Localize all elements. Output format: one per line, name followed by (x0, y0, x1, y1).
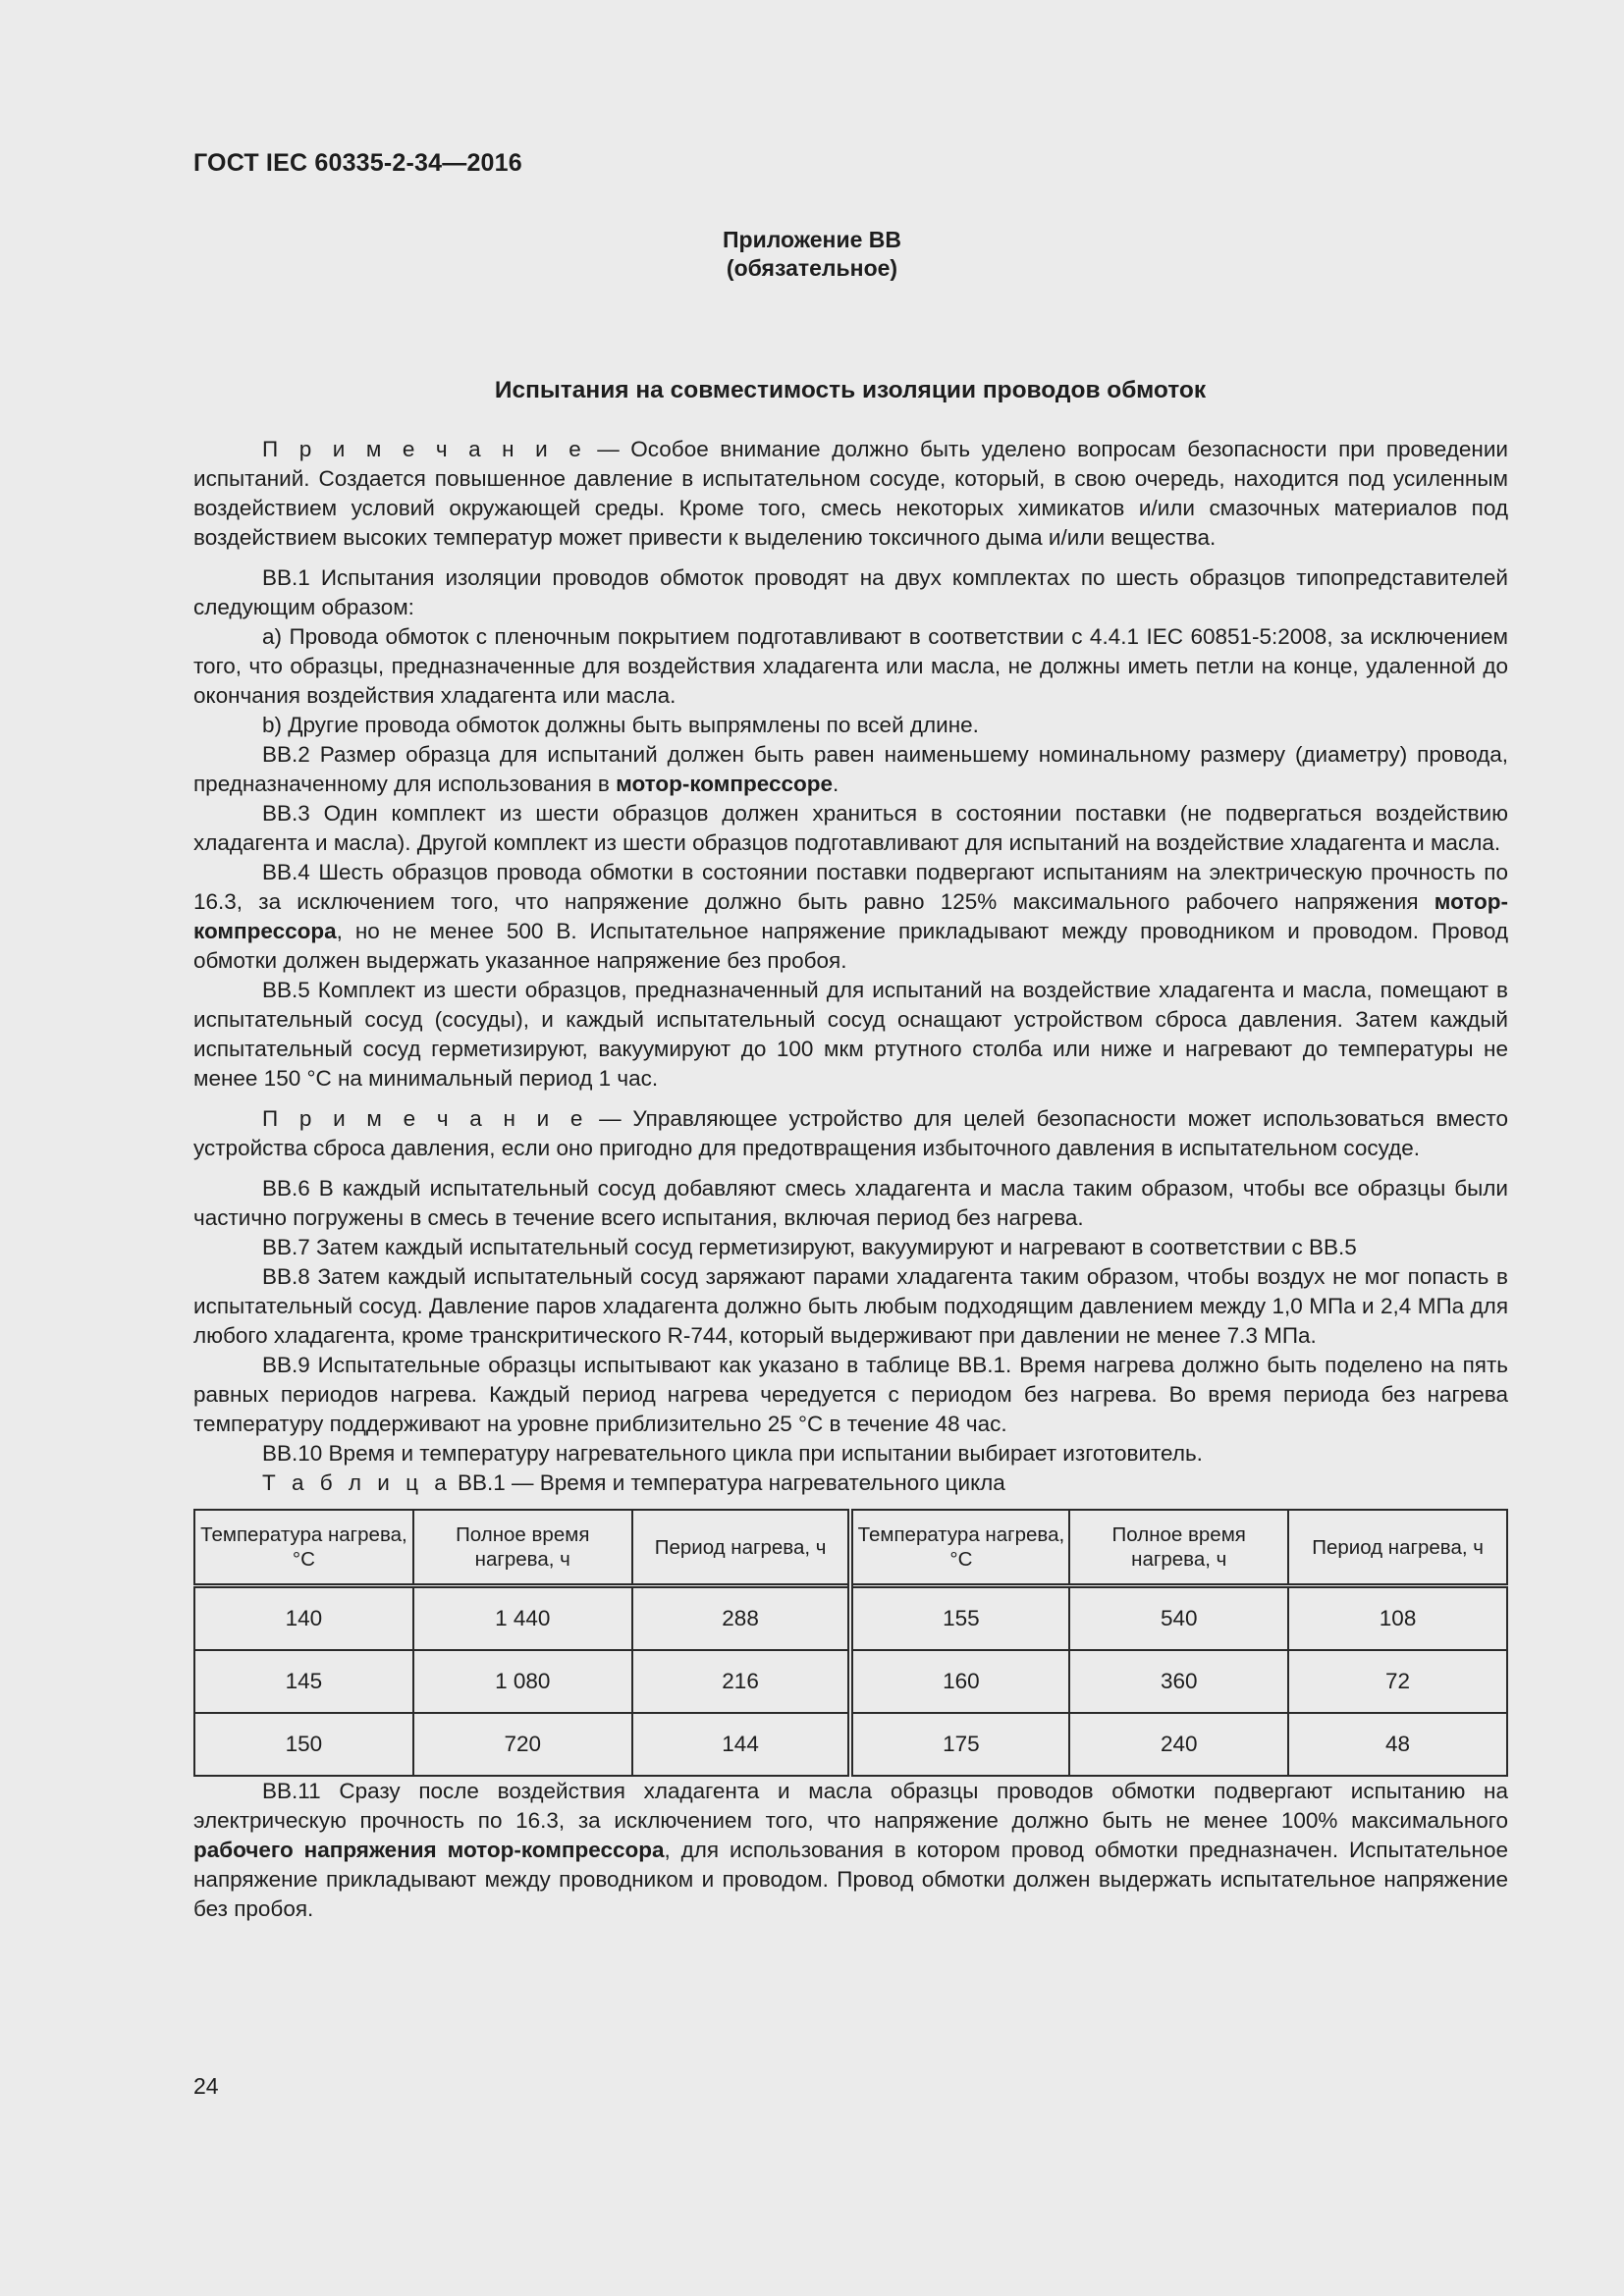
table-header-row (194, 1510, 1507, 1586)
clause-bb3: ВВ.3 Один комплект из шести образцов должен храниться в состоянии поставки (не подвергаться воздействию хладагента и масла). Другой комплект из шести образцов подготавливают для испытаний на воздействие хладагента и масла. (193, 801, 1508, 855)
clause-bb11-term: рабочего напряжения мотор-компрессора (193, 1838, 665, 1862)
clause-bb4-text: ВВ.4 Шесть образцов провода обмотки в состоянии поставки подвергают испытаниям на электрическую прочность по 16.3, за исключением того, что напряжение должно быть равно 125% максимального рабочего напряжения (193, 860, 1508, 914)
table-cell: 108 (1288, 1586, 1507, 1651)
annex-name: Приложение ВВ (722, 227, 901, 252)
table-row (194, 1650, 1507, 1713)
annex-type: (обязательное) (726, 255, 898, 281)
clause-bb1: ВВ.1 Испытания изоляции проводов обмоток проводят на двух комплектах по шесть образцов типопредставителей следующим образом: (193, 565, 1508, 619)
table-row (194, 1586, 1507, 1651)
page-number: 24 (193, 2073, 219, 2099)
note-2-text: — Управляющее устройство для целей безопасности может использоваться вместо устройства сброса давления, если оно пригодно для предотвращения избыточного давления в испытательном сосуде. (193, 1106, 1508, 1160)
table-cell: 175 (850, 1713, 1069, 1776)
section-title: Испытания на совместимость изоляции проводов обмоток (494, 377, 1207, 403)
clause-bb1-a: a) Провода обмоток с пленочным покрытием подготавливают в соответствии с 4.4.1 IEC 60851-5:2008, за исключением того, что образцы, предназначенные для воздействия хладагента или масла, не должны иметь петли на конце, удаленной до окончания воздействия хладагента или масла. (193, 624, 1508, 708)
clause-bb10: ВВ.10 Время и температуру нагревательного цикла при испытании выбирает изготовитель. (262, 1441, 1203, 1466)
table-header-cell: Период нагрева, ч (632, 1510, 851, 1586)
clause-bb5: ВВ.5 Комплект из шести образцов, предназначенный для испытаний на воздействие хладагента и масла, помещают в испытательный сосуд (сосуды), и каждый испытательный сосуд оснащают устройством сброса давления. Затем каждый испытательный сосуд герметизируют, вакуумируют до 100 мкм ртутного столба или ниже и нагревают до температуры не менее 150 °С на минимальный период 1 час. (193, 978, 1508, 1091)
clause-bb4-term: мотор-компрессора (193, 889, 1508, 943)
clause-bb2-end: . (832, 772, 839, 796)
table-cell: 360 (1069, 1650, 1288, 1713)
table-cell: 155 (850, 1586, 1069, 1651)
table-cell: 1 440 (413, 1586, 632, 1651)
clause-bb7: ВВ.7 Затем каждый испытательный сосуд герметизируют, вакуумируют и нагревают в соответствии с ВВ.5 (262, 1235, 1357, 1259)
clause-bb2-text: ВВ.2 Размер образца для испытаний должен быть равен наименьшему номинальному размеру (диаметру) провода, предназначенному для использования в (193, 742, 1508, 796)
clause-bb2 (193, 740, 1508, 799)
heating-cycle-table (193, 1509, 1508, 1777)
clause-bb11-end: , для использования в котором провод обмотки предназначен. Испытательное напряжение прикладывают между проводником и проводом. Провод обмотки должен выдержать испытательное напряжение без пробоя. (193, 1838, 1508, 1921)
table-cell: 150 (194, 1713, 413, 1776)
table-cell: 720 (413, 1713, 632, 1776)
table-caption-text: ВВ.1 — Время и температура нагревательного цикла (451, 1470, 1005, 1495)
note-1 (193, 435, 1508, 553)
clause-bb2-term: мотор-компрессоре (616, 772, 833, 796)
table-cell: 72 (1288, 1650, 1507, 1713)
clause-bb8: ВВ.8 Затем каждый испытательный сосуд заряжают парами хладагента таким образом, чтобы воздух не мог попасть в испытательный сосуд. Давление паров хладагента должно быть любым подходящим давлением между 1,0 МПа и 2,4 МПа для любого хладагента, кроме транскритического R-744, который выдерживают при давлении не менее 7.3 МПа. (193, 1264, 1508, 1348)
table-row (194, 1713, 1507, 1776)
standard-header: ГОСТ IEC 60335-2-34—2016 (193, 149, 522, 177)
table-header-cell: Температура нагрева, °С (850, 1510, 1069, 1586)
clause-bb11 (193, 1777, 1508, 1924)
table-cell: 140 (194, 1586, 413, 1651)
table-cell: 540 (1069, 1586, 1288, 1651)
table-cell: 288 (632, 1586, 851, 1651)
clause-bb4 (193, 858, 1508, 976)
table-cell: 1 080 (413, 1650, 632, 1713)
note-1-label: П р и м е ч а н и е (262, 437, 586, 461)
table-caption-label: Т а б л и ц а (262, 1470, 452, 1495)
clause-bb9: ВВ.9 Испытательные образцы испытывают как указано в таблице ВВ.1. Время нагрева должно быть поделено на пять равных периодов нагрева. Каждый период нагрева чередуется с периодом без нагрева. Во время периода без нагрева температуру поддерживают на уровне приблизительно 25 °С в течение 48 час. (193, 1353, 1508, 1436)
table-caption (193, 1468, 1508, 1498)
document-body (193, 435, 1508, 1924)
table-header-cell: Полное время нагрева, ч (413, 1510, 632, 1586)
table-header-cell: Полное время нагрева, ч (1069, 1510, 1288, 1586)
table-cell: 145 (194, 1650, 413, 1713)
note-2-label: П р и м е ч а н и е (262, 1106, 588, 1131)
clause-bb11-text: ВВ.11 Сразу после воздействия хладагента и масла образцы проводов обмотки подвергают испытанию на электрическую прочность по 16.3, за исключением того, что напряжение должно быть не менее 100% максимального (193, 1779, 1508, 1833)
note-2 (193, 1104, 1508, 1163)
annex-heading (0, 226, 1624, 283)
table-header-cell: Период нагрева, ч (1288, 1510, 1507, 1586)
table-cell: 240 (1069, 1713, 1288, 1776)
note-1-text: — Особое внимание должно быть уделено вопросам безопасности при проведении испытаний. Создается повышенное давление в испытательном сосуде, который, в свою очередь, находится под усиленным воздействием условий окружающей среды. Кроме того, смесь некоторых химикатов и/или смазочных материалов под воздействием высоких температур может привести к выделению токсичного дыма и/или вещества. (193, 437, 1508, 550)
clause-bb4-end: , но не менее 500 В. Испытательное напряжение прикладывают между проводником и проводом. Провод обмотки должен выдержать указанное напряжение без пробоя. (193, 919, 1508, 973)
clause-bb1-b: b) Другие провода обмоток должны быть выпрямлены по всей длине. (262, 713, 979, 737)
table-header-cell: Температура нагрева, °С (194, 1510, 413, 1586)
table-cell: 144 (632, 1713, 851, 1776)
table-cell: 216 (632, 1650, 851, 1713)
clause-bb6: ВВ.6 В каждый испытательный сосуд добавляют смесь хладагента и масла таким образом, чтобы все образцы были частично погружены в смесь в течение всего испытания, включая период без нагрева. (193, 1176, 1508, 1230)
table-cell: 160 (850, 1650, 1069, 1713)
table-cell: 48 (1288, 1713, 1507, 1776)
